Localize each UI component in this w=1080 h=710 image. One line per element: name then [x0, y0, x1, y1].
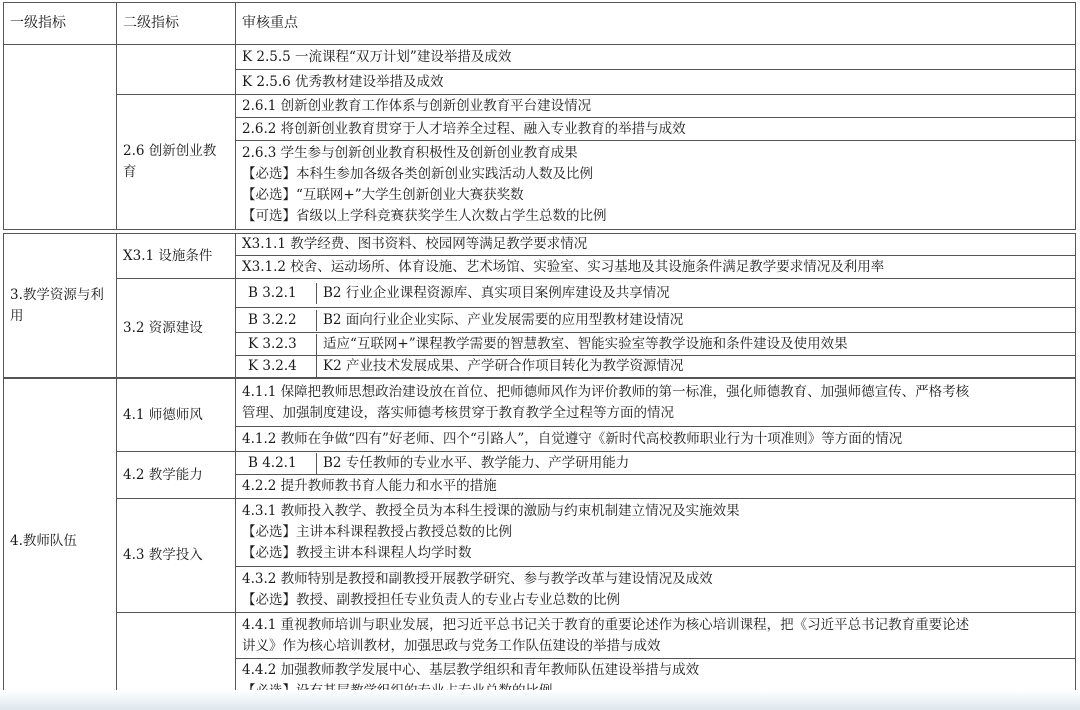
focus-cell-multi: [236, 613, 1076, 659]
table-row: [4, 279, 1076, 308]
focus-cell: 2.6.1 创新创业教育工作体系与创新创业教育平台建设情况: [236, 95, 1076, 118]
focus-cell-split: [236, 356, 1076, 378]
review-table-part3: [3, 378, 1076, 704]
header-level2: 二级指标: [117, 3, 236, 45]
table-row: [4, 379, 1076, 427]
focus-cell-split: [236, 333, 1076, 356]
item-code: B 4.2.1: [242, 453, 317, 474]
level2-cell: 3.2 资源建设: [117, 279, 236, 378]
focus-line: 4.4.2 加强教师教学发展中心、基层教学组织和青年教师队伍建设举措与成效: [242, 662, 700, 678]
item-code: B 3.2.2: [242, 310, 317, 331]
focus-line: 【必选】教授、副教授担任专业负责人的专业占专业总数的比例: [242, 591, 620, 608]
focus-line: 4.4.1 重视教师培训与职业发展，把习近平总书记关于教育的重要论述作为核心培训课程，把《习近平总书记教育重要论述: [242, 616, 970, 633]
level2-cell: X3.1 设施条件: [117, 234, 236, 279]
table-row: [4, 234, 1076, 256]
focus-line: 【必选】“互联网+”大学生创新创业大赛获奖数: [242, 187, 524, 203]
focus-line: 4.3.1 教师投入教学、教授全员为本科生授课的激励与约束机制建立情况及实施效果: [242, 503, 740, 519]
focus-cell-split: [236, 279, 1076, 308]
level2-cell-empty: [117, 45, 236, 95]
focus-cell: X3.1.2 校舍、运动场所、体育设施、艺术场馆、实验室、实习基地及其设施条件满足教学要求情况及利用率: [236, 256, 1076, 279]
focus-line: 4.1.1 保障把教师思想政治建设放在首位、把师德师风作为评价教师的第一标准，强化师德教育、加强师德宣传、严格考核: [242, 383, 970, 400]
focus-cell-multi: [236, 379, 1076, 427]
focus-cell-split: [236, 308, 1076, 333]
item-code: K 3.2.4: [242, 356, 317, 377]
focus-line: 【必选】主讲本科课程教授占教授总数的比例: [242, 524, 512, 540]
focus-cell: K 2.5.5 一流课程“双万计划”建设举措及成效: [236, 45, 1076, 70]
focus-line: 【必选】本科生参加各级各类创新创业实践活动人数及比例: [242, 166, 593, 182]
level2-cell: 2.6 创新创业教育: [117, 95, 236, 230]
item-text: B2 面向行业企业实际、产业发展需要的应用型教材建设情况: [323, 311, 684, 328]
table-row: [4, 499, 1076, 567]
focus-cell-split: [236, 452, 1076, 475]
level2-cell: 4.3 教学投入: [117, 499, 236, 613]
table-row: [4, 95, 1076, 118]
focus-line: 管理、加强制度建设，落实师德考核贯穿于教育教学全过程等方面的情况: [242, 404, 674, 421]
focus-line: 4.3.2 教师特别是教授和副教授开展教学研究、参与教学改革与建设情况及成效: [242, 570, 713, 587]
review-table-part2: [3, 233, 1076, 378]
focus-cell: 4.2.2 提升教师教书育人能力和水平的措施: [236, 475, 1076, 499]
focus-line: 【可选】省级以上学科竞赛获奖学生人次数占学生总数的比例: [242, 208, 607, 224]
table-row: [4, 613, 1076, 659]
focus-line: 2.6.3 学生参与创新创业教育积极性及创新创业教育成果: [242, 145, 578, 161]
table-row: [4, 452, 1076, 475]
focus-cell-multi: [236, 499, 1076, 567]
bottom-gradient: [0, 690, 1080, 710]
review-table: [3, 2, 1076, 230]
header-focus: 审核重点: [236, 3, 1076, 45]
item-text: B2 行业企业课程资源库、真实项目案例库建设及共享情况: [323, 284, 670, 301]
table-header-row: [4, 3, 1076, 45]
level2-cell: 4.1 师德师风: [117, 379, 236, 452]
focus-cell: 4.1.2 教师在争做“四有”好老师、四个“引路人”，自觉遵守《新时代高校教师职业行为十项准则》等方面的情况: [236, 427, 1076, 452]
level1-cell: 3.教学资源与利用: [4, 234, 117, 378]
item-text: 适应“互联网+”课程教学需要的智慧教室、智能实验室等教学设施和条件建设及使用效果: [323, 335, 848, 352]
level1-cell-empty: [4, 45, 117, 230]
focus-cell: 2.6.2 将创新创业教育贯穿于人才培养全过程、融入专业教育的举措与成效: [236, 118, 1076, 141]
focus-line: 讲义》作为核心培训教材，加强思政与党务工作队伍建设的举措与成效: [242, 637, 661, 654]
table-row: [4, 45, 1076, 70]
focus-cell-multi: [236, 141, 1076, 230]
item-code: B 3.2.1: [242, 283, 317, 304]
item-text: K2 产业技术发展成果、产学研合作项目转化为教学资源情况: [323, 358, 684, 374]
level1-cell: 4.教师队伍: [4, 379, 117, 704]
header-level1: 一级指标: [4, 3, 117, 45]
item-code: K 3.2.3: [242, 334, 317, 355]
focus-cell-multi: [236, 567, 1076, 613]
focus-line: 【必选】教授主讲本科课程人均学时数: [242, 545, 472, 561]
item-text: B2 专任教师的专业水平、教学能力、产学研用能力: [323, 454, 630, 471]
focus-cell: X3.1.1 教学经费、图书资料、校园网等满足教学要求情况: [236, 234, 1076, 256]
focus-cell: K 2.5.6 优秀教材建设举措及成效: [236, 70, 1076, 95]
level2-cell: 4.2 教学能力: [117, 452, 236, 499]
